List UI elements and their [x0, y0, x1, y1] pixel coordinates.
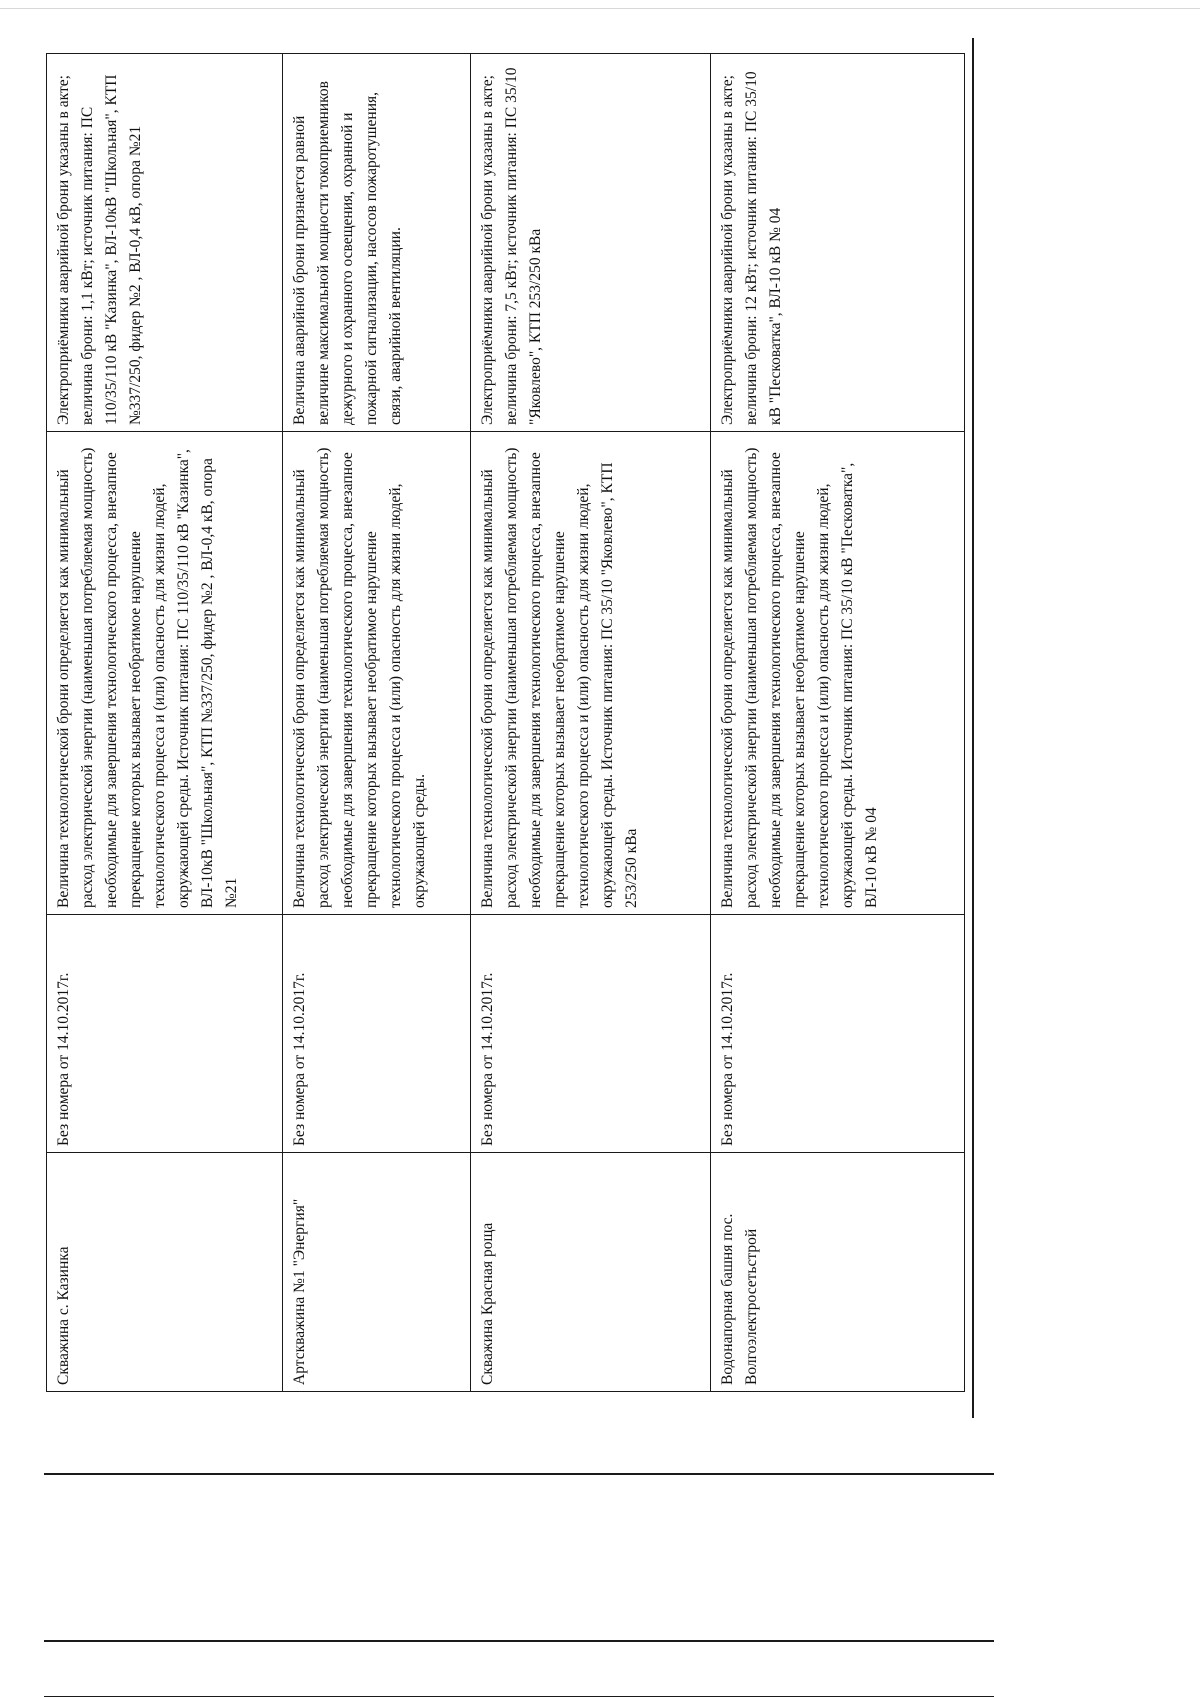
cell-emergency-bron: Электроприёмники аварийной брони указаны в акте; величина брони: 1,1 кВт; источник питания: ПС 110/35/110 кВ "Казинка", ВЛ-10кВ "Школьная", КТП №337/250, фидер №2 , ВЛ-0,4 кВ, опора №21: [47, 54, 283, 432]
table-row: [283, 54, 471, 1392]
scan-edge-line: [0, 8, 1200, 9]
cell-act: Без номера от 14.10.2017г.: [47, 915, 283, 1153]
cell-emergency-bron: Электроприёмники аварийной брони указаны в акте; величина брони: 7,5 кВт; источник питания: ПС 35/10 "Яковлево", КТП 253/250 кВа: [471, 54, 711, 432]
cell-object: Артскважина №1 "Энергия": [283, 1153, 471, 1392]
cell-act: Без номера от 14.10.2017г.: [711, 915, 965, 1153]
rotated-page-content: [46, 54, 1028, 1392]
cell-emergency-bron: Электроприёмники аварийной брони указаны в акте; величина брони: 12 кВт; источник питания: ПС 35/10 кВ "Песковатка", ВЛ-10 кВ № 04: [711, 54, 965, 432]
ruled-line: [972, 38, 974, 1418]
cell-act: Без номера от 14.10.2017г.: [471, 915, 711, 1153]
cell-tech-bron: Величина технологической брони определяется как минимальный расход электрической энергии (наименьшая потребляемая мощность) необходимые для завершения технологического процесса, внезапное прекращение которых вызывает необратимое нарушение технологического процесса и (или) опасность для жизни людей, окружающей среды. Источник питания: ПС 35/10 кВ "Песковатка", ВЛ-10 кВ № 04: [711, 432, 965, 915]
cell-object: Водонапорная башня пос. Волгоэлектросетьстрой: [711, 1153, 965, 1392]
cell-object: Скважина с. Казинка: [47, 1153, 283, 1392]
cell-tech-bron: Величина технологической брони определяется как минимальный расход электрической энергии (наименьшая потребляемая мощность) необходимые для завершения технологического процесса, внезапное прекращение которых вызывает необратимое нарушение технологического процесса и (или) опасность для жизни людей, окружающей среды. Источник питания: ПС 35/10 "Яковлево", КТП 253/250 кВа: [471, 432, 711, 915]
cell-tech-bron: Величина технологической брони определяется как минимальный расход электрической энергии (наименьшая потребляемая мощность) необходимые для завершения технологического процесса, внезапное прекращение которых вызывает необратимое нарушение технологического процесса и (или) опасность для жизни людей, окружающей среды.: [283, 432, 471, 915]
cell-act: Без номера от 14.10.2017г.: [283, 915, 471, 1153]
ruled-line: [44, 1640, 994, 1642]
table-row: [47, 54, 283, 1392]
table-row: [471, 54, 711, 1392]
power-reserve-table: [46, 53, 965, 1392]
table-row: [711, 54, 965, 1392]
cell-object: Скважина Красная роща: [471, 1153, 711, 1392]
ruled-line: [44, 1473, 994, 1475]
cell-emergency-bron: Величина аварийной брони признается равной величине максимальной мощности токоприемников дежурного и охранного освещения, охранной и пожарной сигнализации, насосов пожаротушения, связи, аварийной вентиляции.: [283, 54, 471, 432]
cell-tech-bron: Величина технологической брони определяется как минимальный расход электрической энергии (наименьшая потребляемая мощность) необходимые для завершения технологического процесса, внезапное прекращение которых вызывает необратимое нарушение технологического процесса и (или) опасность для жизни людей, окружающей среды. Источник питания: ПС 110/35/110 кВ "Казинка", ВЛ-10кВ "Школьная", КТП №337/250, фидер №2 , ВЛ-0,4 кВ, опора №21: [47, 432, 283, 915]
